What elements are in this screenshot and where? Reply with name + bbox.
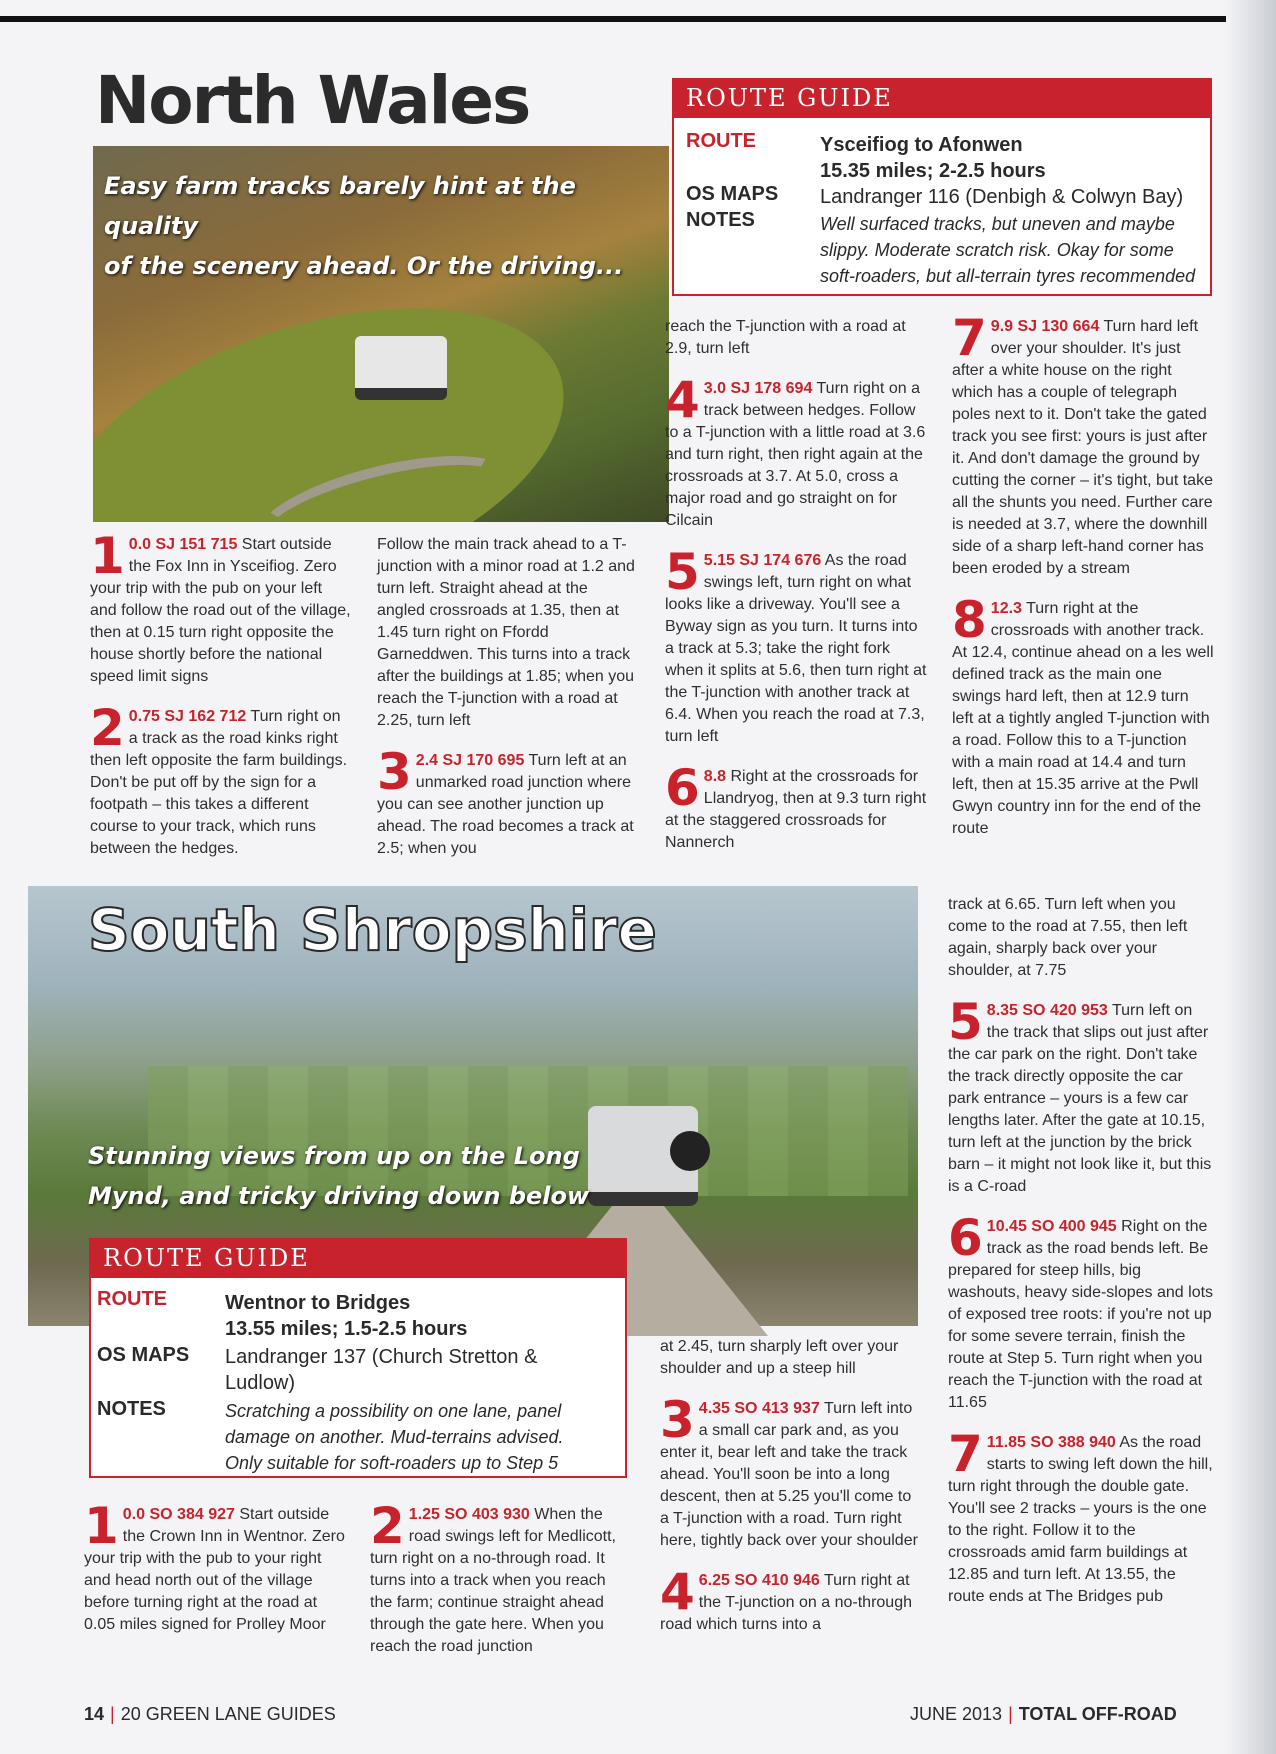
step-grid-ref: 2.4 SJ 170 695 — [415, 752, 525, 769]
step-number: 2 — [90, 699, 125, 757]
south-shropshire-title: South Shropshire — [88, 896, 657, 964]
route-step — [90, 527, 352, 688]
step-grid-ref: 1.25 SO 403 930 — [408, 1506, 530, 1523]
step-number: 5 — [948, 993, 983, 1051]
issue-date: JUNE 2013 — [910, 1704, 1003, 1724]
route-step — [660, 1391, 922, 1552]
step-text: Start outside the Fox Inn in Ysceifiog. Zero your trip with the pub on your left and follow the road out of the village, then at 0.15 turn right opposite the house shortly before the national speed limit signs — [90, 536, 351, 685]
route-step — [90, 699, 352, 860]
step-grid-ref: 11.85 SO 388 940 — [986, 1434, 1116, 1451]
step-number: 8 — [952, 591, 987, 649]
north-wales-route-guide — [672, 78, 1212, 296]
step-number: 1 — [84, 1497, 119, 1555]
notes-line: Scratching a possibility on one lane, panel — [225, 1401, 562, 1421]
notes-line: slippy. Moderate scratch risk. Okay for some — [820, 240, 1174, 260]
route-step — [660, 1563, 922, 1636]
caption-line: Mynd, and tricky driving down below — [88, 1182, 590, 1210]
route-guide-header: ROUTE GUIDE — [91, 1240, 625, 1278]
step-continuation: reach the T-junction with a road at 2.9, turn left — [665, 318, 906, 357]
notes-line: Well surfaced tracks, but uneven and maybe — [820, 214, 1175, 234]
step-text: As the road starts to swing left down the hill, turn right through the double gate. You'll see 2 tracks – yours is the one to the right. Follow it to the crossroads amid farm buildings at 12.85 and turn left. At 13.55, the route ends at The Bridges pub — [948, 1434, 1213, 1605]
footer-separator: | — [1008, 1704, 1013, 1724]
route-step — [665, 759, 927, 854]
notes-line: Only suitable for soft-roaders up to Step 5 — [225, 1453, 559, 1473]
step-text: Turn left at an unmarked road junction where you can see another junction up ahead. The road becomes a track at 2.5; when you — [377, 752, 634, 857]
notes-label: NOTES — [686, 209, 755, 231]
route-step — [948, 993, 1214, 1198]
step-text: Turn left on the track that slips out just after the car park on the right. Don't take the track directly opposite the car park entrance – yours is a few car lengths later. After the gate at 10.15, turn left at the junction by the brick barn – it might not look like it, but this is a C-road — [948, 1002, 1212, 1195]
osmaps-label: OS MAPS — [97, 1344, 190, 1366]
route-step — [377, 743, 639, 860]
route-step — [84, 1497, 346, 1636]
caption-line: Stunning views from up on the Long — [88, 1142, 580, 1170]
step-text: Right at the crossroads for Llandryog, then at 9.3 turn right at the staggered crossroads for Nannerch — [665, 768, 927, 851]
step-number: 7 — [948, 1425, 983, 1483]
step-number: 6 — [948, 1209, 983, 1267]
step-grid-ref: 6.25 SO 410 946 — [698, 1572, 820, 1589]
step-continuation: Follow the main track ahead to a T-junction with a minor road at 1.2 and turn left. Straight ahead at the angled crossroads at 1.35, then at 1.45 turn right on Ffordd Garneddwen. This turns into a track after the buildings at 1.85; when you reach the T-junction with a road at 2.25, turn left — [377, 536, 635, 729]
step-grid-ref: 9.9 SJ 130 664 — [990, 318, 1100, 335]
route-step — [665, 543, 927, 748]
route-label: ROUTE — [97, 1288, 167, 1310]
footer-left — [84, 1704, 336, 1725]
route-step — [948, 1209, 1214, 1414]
step-number: 4 — [660, 1563, 695, 1621]
osmaps-label: OS MAPS — [686, 183, 779, 205]
photo-4x4-vehicle — [355, 336, 447, 400]
route-value: Wentnor to Bridges — [225, 1292, 411, 1314]
route-value: Ysceifiog to Afonwen — [820, 134, 1023, 156]
step-text: Turn right on a track between hedges. Follow to a T-junction with a little road at 3.6 and turn right, then right again at the crossroads at 3.7. At 5.0, cross a major road and go straight on for Cilcain — [665, 380, 926, 529]
step-number: 6 — [665, 759, 700, 817]
route-label: ROUTE — [686, 130, 756, 152]
south-shropshire-column-1 — [84, 1497, 346, 1654]
notes-line: soft-roaders, but all-terrain tyres recommended — [820, 266, 1196, 286]
step-text: When the road swings left for Medlicott, turn right on a no-through road. It turns into a track when you reach the farm; continue straight ahead through the gate here. When you reach the road junction — [370, 1506, 616, 1655]
step-number: 3 — [660, 1391, 695, 1449]
step-grid-ref: 0.0 SJ 151 715 — [128, 536, 238, 553]
south-shropshire-column-2 — [370, 1497, 632, 1676]
step-number: 7 — [952, 309, 987, 367]
south-shropshire-photo-caption — [88, 1136, 648, 1216]
north-wales-photo-caption — [104, 166, 644, 286]
step-grid-ref: 10.45 SO 400 945 — [986, 1218, 1117, 1235]
page-number: 14 — [84, 1704, 105, 1724]
route-distance: 15.35 miles; 2-2.5 hours — [820, 160, 1046, 182]
page-top-edge — [0, 16, 1276, 22]
step-continuation: track at 6.65. Turn left when you come to the road at 7.55, then left again, sharply back over your shoulder, at 7.75 — [948, 896, 1188, 979]
route-step — [665, 371, 927, 532]
step-grid-ref: 5.15 SJ 174 676 — [703, 552, 822, 569]
step-text: Turn right on a track as the road kinks right then left opposite the farm buildings. Don't be put off by the sign for a footpath – this takes a different course to your track, which runs between the hedges. — [90, 708, 348, 857]
step-grid-ref: 12.3 — [990, 600, 1022, 617]
osmaps-value: Landranger 116 (Denbigh & Colwyn Bay) — [820, 186, 1184, 208]
south-shropshire-column-3 — [660, 1336, 922, 1654]
north-wales-column-4 — [952, 309, 1214, 858]
north-wales-column-1 — [90, 527, 352, 878]
step-text: Turn left into a small car park and, as you enter it, bear left and take the track ahead. You'll soon be into a long descent, then at 5.25 you'll come to a T-junction with a road. Turn right here, tightly back over your shoulder — [660, 1400, 918, 1549]
step-text: As the road swings left, turn right on what looks like a driveway. You'll see a Byway sign as you turn. It turns into a track at 5.3; take the right fork when it splits at 5.6, then turn right at the T-junction with another track at 6.4. When you reach the road at 7.3, turn left — [665, 552, 927, 745]
route-step — [948, 1425, 1214, 1608]
caption-line: Easy farm tracks barely hint at the quality — [104, 172, 576, 240]
route-step — [952, 309, 1214, 580]
step-grid-ref: 0.75 SJ 162 712 — [128, 708, 247, 725]
step-number: 2 — [370, 1497, 405, 1555]
step-text: Turn right at the T-junction on a no-through road which turns into a — [660, 1572, 912, 1633]
step-number: 4 — [665, 371, 700, 429]
north-wales-column-3 — [665, 316, 927, 872]
osmaps-value: Ludlow) — [225, 1372, 296, 1394]
step-number: 5 — [665, 543, 700, 601]
footer-right — [910, 1704, 1177, 1725]
route-guide-header: ROUTE GUIDE — [674, 80, 1210, 118]
photo-spare-wheel — [670, 1131, 710, 1171]
step-text: Turn hard left over your shoulder. It's just after a white house on the right which has a couple of telegraph poles next to it. Don't take the gated track you see first: yours is just after it. And don't damage the ground by cutting the corner – it's tight, but take all the shunts you need. Further care is needed at 3.7, where the downhill side of a sharp left-hand corner has been eroded by a stream — [952, 318, 1213, 577]
step-grid-ref: 0.0 SO 384 927 — [122, 1506, 235, 1523]
north-wales-title: North Wales — [95, 62, 530, 139]
step-continuation: at 2.45, turn sharply left over your shoulder and up a steep hill — [660, 1338, 899, 1377]
notes-label: NOTES — [97, 1398, 166, 1420]
step-text: Start outside the Crown Inn in Wentnor. Zero your trip with the pub to your right and head north out of the village before turning right at the road at 0.05 miles signed for Prolley Moor — [84, 1506, 345, 1633]
magazine-name: TOTAL OFF-ROAD — [1018, 1704, 1177, 1724]
route-step — [952, 591, 1214, 840]
north-wales-column-2 — [377, 534, 639, 878]
step-number: 1 — [90, 527, 125, 585]
footer-separator: | — [110, 1704, 115, 1724]
step-grid-ref: 3.0 SJ 178 694 — [703, 380, 813, 397]
route-distance: 13.55 miles; 1.5-2.5 hours — [225, 1318, 468, 1340]
step-number: 3 — [377, 743, 412, 801]
step-grid-ref: 8.8 — [703, 768, 727, 785]
south-shropshire-column-4 — [948, 894, 1214, 1626]
route-step — [370, 1497, 632, 1658]
step-text: Right on the track as the road bends left. Be prepared for steep hills, big washouts, heavy side-slopes and lots of exposed tree roots: if you're not up for some severe terrain, finish the route at Step 5. Turn right when you reach the T-junction with the road at 11.65 — [948, 1218, 1214, 1411]
section-label: 20 GREEN LANE GUIDES — [120, 1704, 336, 1724]
caption-line: of the scenery ahead. Or the driving... — [104, 252, 624, 280]
step-grid-ref: 8.35 SO 420 953 — [986, 1002, 1108, 1019]
south-shropshire-route-guide — [89, 1238, 627, 1478]
osmaps-value: Landranger 137 (Church Stretton & — [225, 1346, 538, 1368]
step-text: Turn right at the crossroads with another track. At 12.4, continue ahead on a les well defined track as the main one swings hard left, then at 12.9 turn left at a tightly angled T-junction with a road. Follow this to a T-junction with a main road at 14.4 and turn left, then at 15.35 arrive at the Pwll Gwyn country inn for the end of the route — [952, 600, 1214, 837]
step-grid-ref: 4.35 SO 413 937 — [698, 1400, 820, 1417]
notes-line: damage on another. Mud-terrains advised. — [225, 1427, 564, 1447]
page-fold-shadow — [1226, 0, 1276, 1754]
